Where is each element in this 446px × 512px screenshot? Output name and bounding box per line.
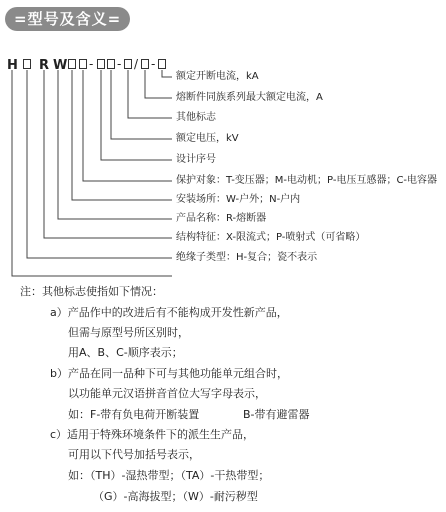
note-b-line3-second: B-带有避雷器 bbox=[243, 408, 310, 421]
label-installation-site: 安装场所：W-户外；N-户内 bbox=[176, 194, 301, 205]
note-c-line1: c）适用于特殊环境条件下的派生生产品， bbox=[50, 428, 255, 441]
note-a-line1: a）产品作中的改进后有不能构成开发性新产品， bbox=[50, 306, 288, 319]
code-dash-3: - bbox=[151, 57, 156, 71]
note-b-line1: b）产品在同一品种下可与其他功能单元组合时， bbox=[50, 367, 288, 380]
label-rated-breaking-current: 额定开断电流，kA bbox=[176, 71, 259, 82]
label-protection-object: 保护对象：T-变压器；M-电动机；P-电压互感器；C-电容器 bbox=[176, 175, 438, 186]
code-letter-r: R bbox=[39, 58, 50, 73]
note-a-line3: 用A、B、C-顺序表示； bbox=[68, 346, 183, 359]
note-c-line4: （G）-高海拔型；（W）-耐污秽型 bbox=[93, 490, 258, 503]
label-rated-voltage: 额定电压，kV bbox=[176, 133, 239, 144]
code-dash-2: - bbox=[117, 57, 122, 71]
code-slash: / bbox=[134, 57, 139, 71]
label-product-name: 产品名称：R-熔断器 bbox=[176, 213, 267, 224]
code-letter-w: W bbox=[53, 58, 68, 73]
note-c-line3: 如：（TH）-湿热带型；（TA）-干热带型； bbox=[68, 469, 270, 482]
label-max-rated-current: 熔断件同族系列最大额定电流，A bbox=[176, 92, 323, 103]
note-b-line2: 以功能单元汉语拼音首位大写字母表示， bbox=[68, 387, 266, 400]
label-structure-feature: 结构特征：X-限流式；P-喷射式（可省略） bbox=[176, 232, 366, 243]
note-c-line2: 可用以下代号加括号表示， bbox=[68, 448, 200, 461]
code-letter-h: H bbox=[7, 58, 18, 73]
label-design-number: 设计序号 bbox=[176, 154, 216, 165]
note-b-line3: 如：F-带有负电荷开断装置 bbox=[68, 408, 200, 421]
note-a-line2: 但需与原型号所区别时， bbox=[68, 326, 189, 339]
section-title: =型号及含义= bbox=[5, 7, 130, 31]
label-insulator-type: 绝缘子类型：H-复合；瓷不表示 bbox=[176, 252, 318, 263]
notes-heading: 注：其他标志使指如下情况： bbox=[20, 285, 163, 298]
label-other-marks: 其他标志 bbox=[176, 112, 216, 123]
code-dash-1: - bbox=[89, 57, 94, 71]
